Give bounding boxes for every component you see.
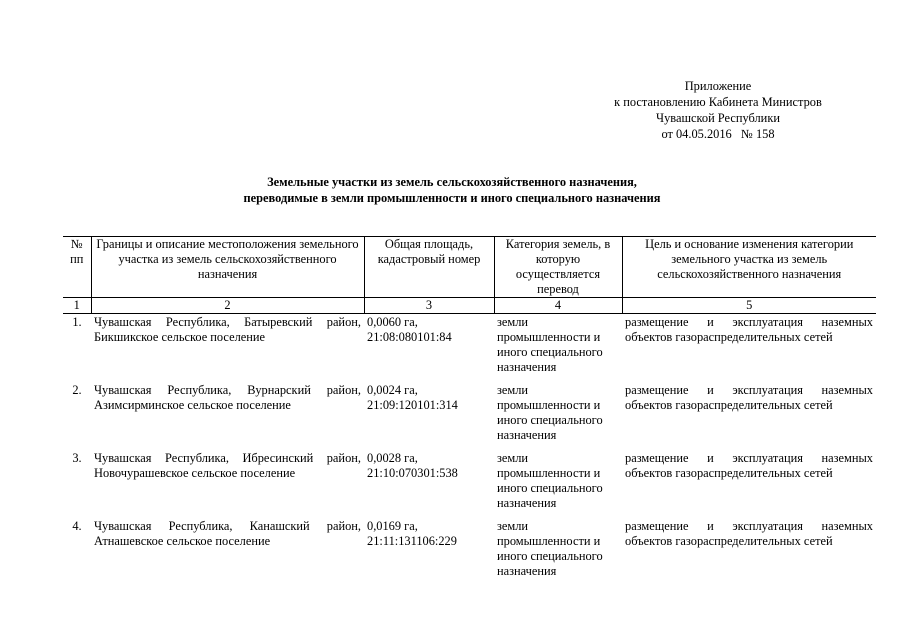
appendix-line: Чувашской Республики	[656, 111, 780, 125]
land-plots-table	[63, 236, 876, 586]
column-number-row	[63, 298, 876, 314]
row-purpose: размещение и эксплуатация наземных объектов газораспределительных сетей	[625, 519, 873, 548]
row-number: 1.	[72, 315, 82, 329]
row-area	[364, 518, 494, 586]
appendix-line: Приложение	[684, 79, 752, 93]
row-area	[364, 314, 494, 383]
row-area	[364, 382, 494, 450]
row-area-value: 0,0028 га,	[367, 451, 418, 465]
row-purpose: размещение и эксплуатация наземных объектов газораспределительных сетей	[625, 315, 873, 344]
header-category: Категория земель, в которую осуществляется перевод	[494, 237, 622, 298]
column-number: 5	[622, 298, 876, 314]
row-purpose: размещение и эксплуатация наземных объектов газораспределительных сетей	[625, 383, 873, 412]
row-number: 2.	[72, 383, 82, 397]
table-header-row	[63, 237, 876, 298]
row-cadastral-number: 21:08:080101:84	[367, 330, 452, 344]
table-row	[63, 518, 876, 586]
row-purpose: размещение и эксплуатация наземных объектов газораспределительных сетей	[625, 451, 873, 480]
table-row	[63, 314, 876, 383]
table-row	[63, 450, 876, 518]
title-line: переводимые в земли промышленности и иного специального назначения	[243, 191, 661, 205]
row-number: 4.	[72, 519, 82, 533]
table-row	[63, 382, 876, 450]
row-category: земли промышленности и иного специального назначения	[497, 315, 603, 374]
column-number: 3	[364, 298, 494, 314]
column-number: 4	[494, 298, 622, 314]
row-location: Чувашская Республика, Вурнарский район, Азимсирминское сельское поселение	[94, 383, 361, 412]
row-cadastral-number: 21:10:070301:538	[367, 466, 458, 480]
row-category: земли промышленности и иного специального назначения	[497, 451, 603, 510]
row-area-value: 0,0169 га,	[367, 519, 418, 533]
row-cadastral-number: 21:09:120101:314	[367, 398, 458, 412]
document-title	[150, 174, 754, 206]
header-area: Общая площадь, кадастровый номер	[364, 237, 494, 298]
header-location: Границы и описание местоположения земельного участка из земель сельскохозяйственного назначения	[91, 237, 364, 298]
row-area	[364, 450, 494, 518]
row-location: Чувашская Республика, Ибресинский район, Новочурашевское сельское поселение	[94, 451, 361, 480]
header-number: № пп	[63, 237, 91, 298]
header-purpose: Цель и основание изменения категории земельного участка из земель сельскохозяйственного назначения	[622, 237, 876, 298]
row-area-value: 0,0024 га,	[367, 383, 418, 397]
row-number: 3.	[72, 451, 82, 465]
row-category: земли промышленности и иного специального назначения	[497, 519, 603, 578]
row-category: земли промышленности и иного специального назначения	[497, 383, 603, 442]
appendix-block	[580, 78, 856, 142]
row-cadastral-number: 21:11:131106:229	[367, 534, 457, 548]
column-number: 1	[63, 298, 91, 314]
row-area-value: 0,0060 га,	[367, 315, 418, 329]
column-number: 2	[91, 298, 364, 314]
appendix-date-line: от 04.05.2016 № 158	[661, 127, 775, 141]
row-location: Чувашская Республика, Батыревский район, Бикшикское сельское поселение	[94, 315, 361, 344]
title-line: Земельные участки из земель сельскохозяйственного назначения,	[267, 175, 637, 189]
appendix-line: к постановлению Кабинета Министров	[614, 95, 822, 109]
row-location: Чувашская Республика, Канашский район, Атнашевское сельское поселение	[94, 519, 361, 548]
